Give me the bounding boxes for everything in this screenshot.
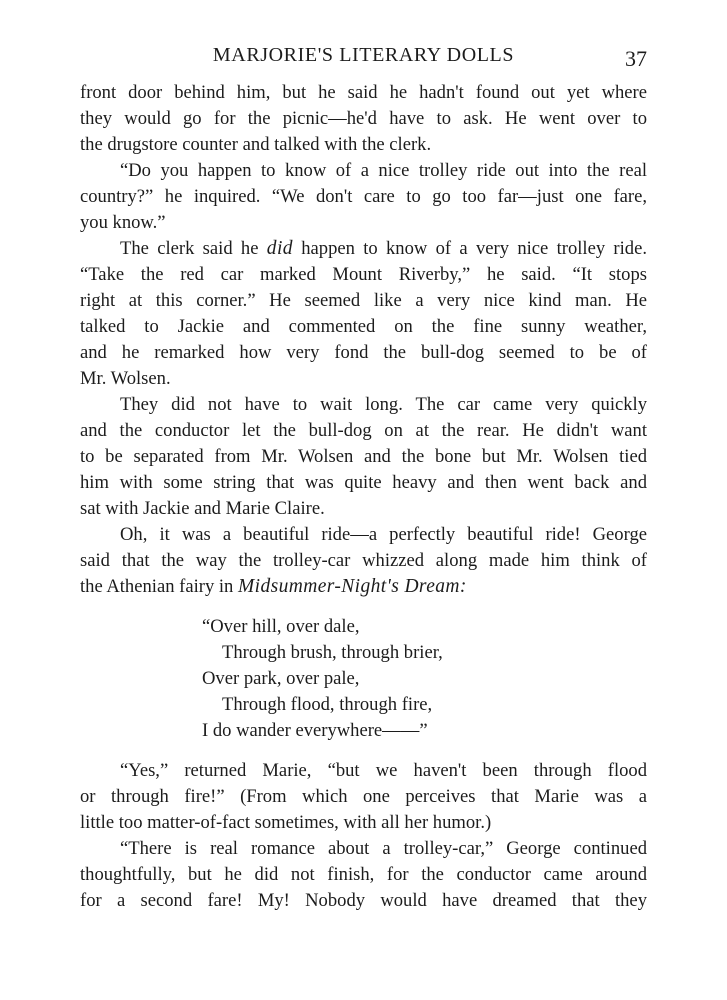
paragraph [80, 80, 647, 158]
text-line: They did not have to wait long. The car came very quickly [120, 394, 647, 415]
text-line: “Yes,” returned Marie, “but we haven't been through flood [120, 760, 647, 781]
verse-line: Through flood, through fire, [222, 694, 433, 715]
paragraph [80, 836, 647, 914]
paragraph [80, 236, 647, 392]
text-line: Oh, it was a beautiful ride—a perfectly beautiful ride! George [120, 524, 647, 545]
text-line: to be separated from Mr. Wolsen and the bone but Mr. Wolsen tied [80, 446, 647, 467]
text-line: Mr. Wolsen. [80, 368, 171, 389]
text-line: the drugstore counter and talked with the clerk. [80, 134, 432, 155]
paragraph [80, 392, 647, 522]
page-header [80, 40, 647, 70]
text-line [80, 574, 647, 600]
paragraph [80, 522, 647, 600]
text-span: the Athenian fairy in [80, 576, 239, 597]
text-line: you know.” [80, 212, 166, 233]
text-line: front door behind him, but he said he hadn't found out yet where [80, 82, 647, 103]
text-line: sat with Jackie and Marie Claire. [80, 498, 325, 519]
text-line: “Take the red car marked Mount Riverby,” he said. “It stops [80, 264, 647, 285]
text-span: The clerk said he [120, 238, 267, 259]
page-number: 37 [625, 46, 647, 71]
paragraph [80, 758, 647, 836]
text-line: and the conductor let the bull-dog on at the rear. He didn't want [80, 420, 647, 441]
text-line: right at this corner.” He seemed like a very nice kind man. He [80, 290, 647, 311]
text-line: thoughtfully, but he did not finish, for the conductor came around [80, 864, 647, 885]
text-span: happen to know of a very nice trolley ride. [292, 238, 647, 259]
text-line: or through fire!” (From which one perceives that Marie was a [80, 786, 647, 807]
text-line: they would go for the picnic—he'd have to ask. He went over to [80, 108, 647, 129]
text-line [80, 236, 647, 262]
page-body [80, 80, 647, 914]
text-line: said that the way the trolley-car whizzed along made him think of [80, 550, 647, 571]
verse-quote [202, 614, 647, 744]
text-line: “There is real romance about a trolley-car,” George continued [120, 838, 647, 859]
emphasis: did [266, 238, 293, 259]
text-line: little too matter-of-fact sometimes, with all her humor.) [80, 812, 492, 833]
verse-line: Over park, over pale, [202, 668, 360, 689]
text-line: country?” he inquired. “We don't care to go too far—just one fare, [80, 186, 647, 207]
text-line: him with some string that was quite heavy and then went back and [80, 472, 647, 493]
verse-line: I do wander everywhere——” [202, 720, 428, 741]
text-line: for a second fare! My! Nobody would have dreamed that they [80, 890, 647, 911]
play-title: Midsummer-Night's Dream: [238, 576, 467, 597]
verse-line: Through brush, through brier, [222, 642, 443, 663]
text-line: “Do you happen to know of a nice trolley ride out into the real [120, 160, 647, 181]
text-line: and he remarked how very fond the bull-dog seemed to be of [80, 342, 647, 363]
paragraph [80, 158, 647, 236]
text-line: talked to Jackie and commented on the fine sunny weather, [80, 316, 647, 337]
running-title: MARJORIE'S LITERARY DOLLS [212, 44, 515, 66]
verse-line: “Over hill, over dale, [202, 616, 360, 637]
